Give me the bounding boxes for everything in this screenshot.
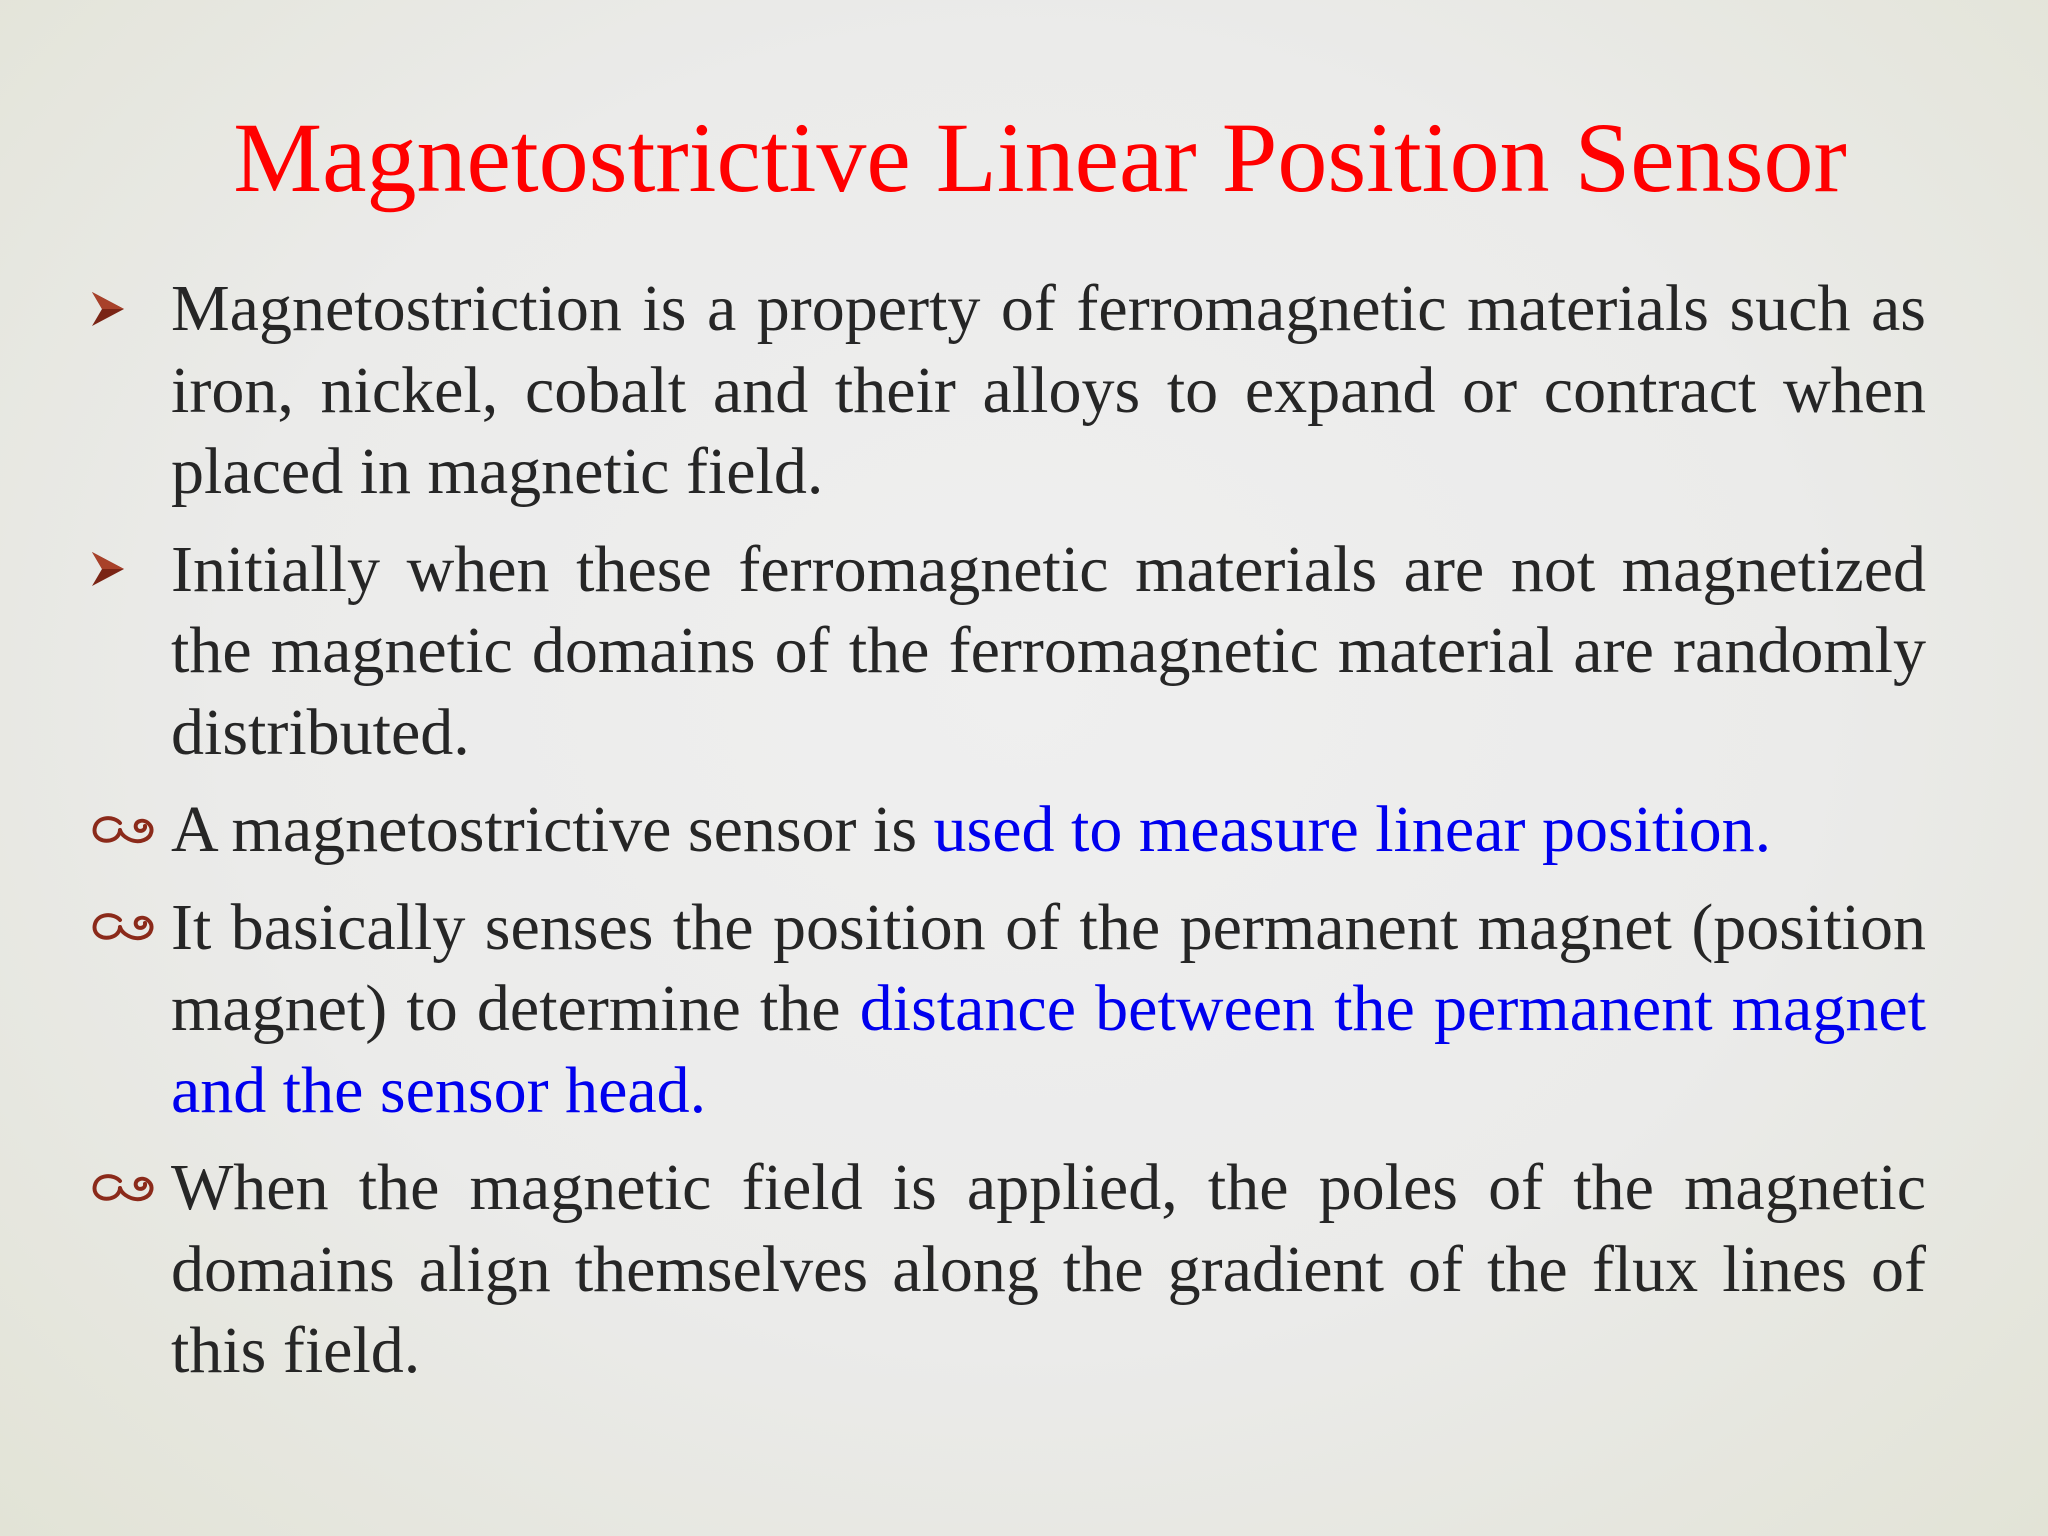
arrowhead-icon (90, 529, 160, 610)
bullet-highlight: distance between the permanent magnet and the sensor head. (171, 972, 1926, 1127)
bullet-list (90, 268, 1926, 1392)
curl-bullet-icon (90, 887, 160, 968)
bullet-text: It basically senses the position of the permanent magnet (position magnet) to determine the (171, 890, 1926, 1045)
bullet-text: A magnetostrictive sensor is (171, 793, 934, 866)
bullet-item (90, 789, 1926, 871)
arrowhead-icon (90, 268, 160, 349)
bullet-text: Magnetostriction is a property of ferromagnetic materials such as iron, nickel, cobalt and their alloys to expand or contract when placed in magnetic field. (171, 272, 1926, 508)
bullet-item (90, 529, 1926, 774)
slide-title: Magnetostrictive Linear Position Sensor (233, 102, 1847, 213)
bullet-item (90, 268, 1926, 513)
bullet-highlight: used to measure linear position. (933, 793, 1772, 866)
bullet-text: Initially when these ferromagnetic materials are not magnetized the magnetic domains of the ferromagnetic material are randomly distributed. (171, 532, 1926, 769)
bullet-text: When the magnetic field is applied, the poles of the magnetic domains align themselves along the gradient of the flux lines of this field. (171, 1151, 1926, 1387)
bullet-item (90, 1147, 1926, 1392)
bullet-item (90, 887, 1926, 1132)
curl-bullet-icon (90, 789, 160, 870)
curl-bullet-icon (90, 1147, 160, 1228)
